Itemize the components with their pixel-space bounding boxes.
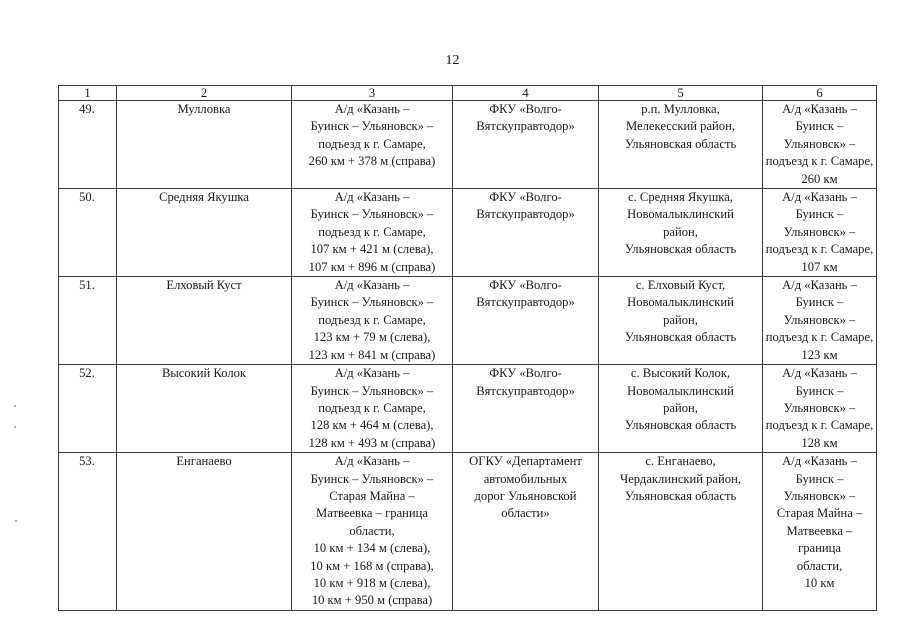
settlement-location: р.п. Мулловка, Мелекесский район, Ульяновская область xyxy=(599,101,763,189)
road-location: А/д «Казань – Буинск – Ульяновск» – подъезд к г. Самаре, 260 км + 378 м (справа) xyxy=(292,101,453,189)
road-reference: А/д «Казань – Буинск – Ульяновск» – подъезд к г. Самаре, 123 км xyxy=(763,277,877,365)
road-owner: ФКУ «Волго- Вятскуправтодор» xyxy=(453,277,599,365)
scan-speck xyxy=(14,426,16,428)
column-header: 2 xyxy=(117,86,292,101)
settlement-name: Высокий Колок xyxy=(117,365,292,453)
road-reference: А/д «Казань – Буинск – Ульяновск» – Старая Майна – Матвеевка – граница области, 10 км xyxy=(763,453,877,611)
registry-table xyxy=(58,85,877,611)
road-location: А/д «Казань – Буинск – Ульяновск» – Старая Майна – Матвеевка – граница области, 10 км + 134 м (слева), 10 км + 168 м (справа), 10 км + 918 м (слева), 10 км + 950 м (справа) xyxy=(292,453,453,611)
table-row xyxy=(59,365,877,453)
scan-speck xyxy=(14,405,16,407)
column-header: 3 xyxy=(292,86,453,101)
settlement-name: Мулловка xyxy=(117,101,292,189)
road-reference: А/д «Казань – Буинск – Ульяновск» – подъезд к г. Самаре, 107 км xyxy=(763,189,877,277)
settlement-name: Енганаево xyxy=(117,453,292,611)
table-row xyxy=(59,189,877,277)
scan-speck xyxy=(15,520,17,522)
settlement-location: с. Енганаево, Чердаклинский район, Ульяновская область xyxy=(599,453,763,611)
road-location: А/д «Казань – Буинск – Ульяновск» – подъезд к г. Самаре, 123 км + 79 м (слева), 123 км + 841 м (справа) xyxy=(292,277,453,365)
road-owner: ОГКУ «Департамент автомобильных дорог Ульяновской области» xyxy=(453,453,599,611)
road-location: А/д «Казань – Буинск – Ульяновск» – подъезд к г. Самаре, 107 км + 421 м (слева), 107 км + 896 м (справа) xyxy=(292,189,453,277)
settlement-location: с. Средняя Якушка, Новомалыклинский район, Ульяновская область xyxy=(599,189,763,277)
page-number: 12 xyxy=(445,53,460,68)
settlement-location: с. Высокий Колок, Новомалыклинский район, Ульяновская область xyxy=(599,365,763,453)
row-number: 52. xyxy=(59,365,117,453)
road-reference: А/д «Казань – Буинск – Ульяновск» – подъезд к г. Самаре, 128 км xyxy=(763,365,877,453)
row-number: 49. xyxy=(59,101,117,189)
column-header: 5 xyxy=(599,86,763,101)
settlement-name: Елховый Куст xyxy=(117,277,292,365)
column-header: 6 xyxy=(763,86,877,101)
road-location: А/д «Казань – Буинск – Ульяновск» – подъезд к г. Самаре, 128 км + 464 м (слева), 128 км + 493 м (справа) xyxy=(292,365,453,453)
settlement-location: с. Елховый Куст, Новомалыклинский район, Ульяновская область xyxy=(599,277,763,365)
road-owner: ФКУ «Волго- Вятскуправтодор» xyxy=(453,365,599,453)
table-row xyxy=(59,277,877,365)
settlement-name: Средняя Якушка xyxy=(117,189,292,277)
row-number: 50. xyxy=(59,189,117,277)
road-owner: ФКУ «Волго- Вятскуправтодор» xyxy=(453,101,599,189)
road-reference: А/д «Казань – Буинск – Ульяновск» – подъезд к г. Самаре, 260 км xyxy=(763,101,877,189)
table-row xyxy=(59,453,877,611)
column-header: 4 xyxy=(453,86,599,101)
column-header: 1 xyxy=(59,86,117,101)
road-owner: ФКУ «Волго- Вятскуправтодор» xyxy=(453,189,599,277)
header-row xyxy=(59,86,877,101)
row-number: 51. xyxy=(59,277,117,365)
row-number: 53. xyxy=(59,453,117,611)
table-row xyxy=(59,101,877,189)
